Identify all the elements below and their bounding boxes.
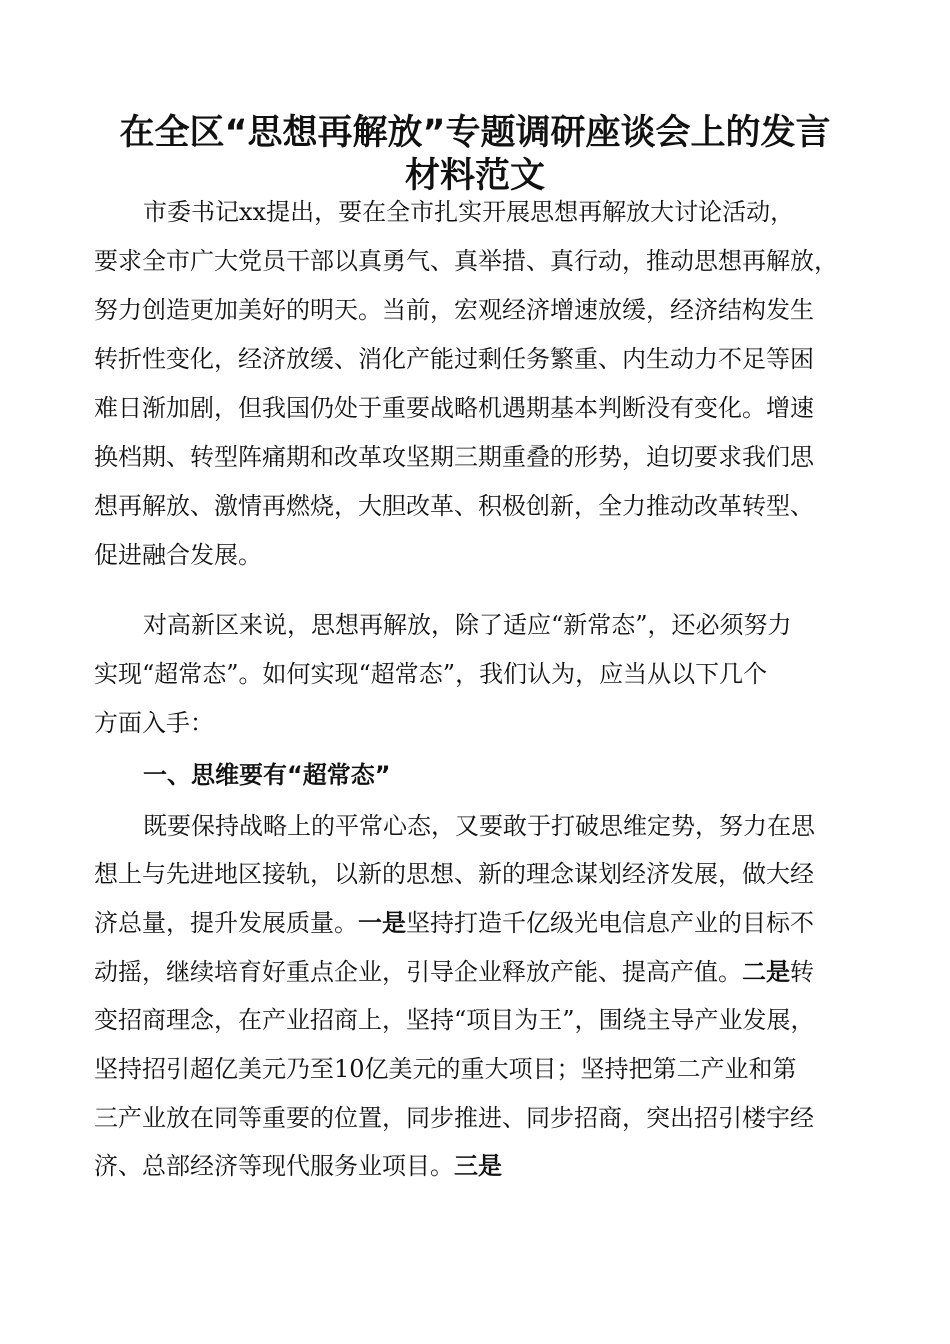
text-run: 动摇，继续培育好重点企业，引导企业释放产能、提高产值。 [94,958,742,986]
paragraph-line [94,901,814,945]
paragraph-line: 市委书记xx提出，要在全市扎实开展思想再解放大讨论活动， [143,198,795,226]
paragraph-line: 转折性变化，经济放缓、消化产能过剩任务繁重、内生动力不足等困 [94,345,814,373]
bold-marker: 一是 [358,908,406,937]
document-title-line-1: 在全区“思想再解放”专题调研座谈会上的发言 [119,113,831,153]
paragraph-line [94,1144,502,1188]
paragraph-line: 既要保持战略上的平常心态，又要敢于打破思维定势，努力在思 [143,812,815,840]
paragraph-line: 三产业放在同等重要的位置，同步推进、同步招商，突出招引楼宇经 [94,1104,814,1132]
bold-marker: 二是 [742,957,790,986]
text-run: 济、总部经济等现代服务业项目。 [94,1152,454,1180]
paragraph-line: 要求全市广大党员干部以真勇气、真举措、真行动，推动思想再解放， [94,247,838,275]
paragraph-line: 变招商理念，在产业招商上，坚持“项目为王”，围绕主导产业发展， [94,1006,815,1034]
paragraph-line: 方面入手： [94,709,214,737]
paragraph-line [94,950,814,994]
text-run: 转 [790,958,814,986]
paragraph-line: 坚持招引超亿美元乃至10亿美元的重大项目；坚持把第二产业和第 [94,1055,797,1083]
paragraph-line: 想上与先进地区接轨，以新的思想、新的理念谋划经济发展，做大经 [94,860,814,888]
document-title-line-2: 材料范文 [404,156,545,196]
section-heading: 一、思维要有“超常态” [143,761,391,789]
paragraph-line: 换档期、转型阵痛期和改革攻坚期三期重叠的形势，迫切要求我们思 [94,443,814,471]
paragraph-line: 努力创造更加美好的明天。当前，宏观经济增速放缓，经济结构发生 [94,296,814,324]
paragraph-line: 对高新区来说，思想再解放，除了适应“新常态”，还必须努力 [143,611,792,639]
paragraph-line: 实现“超常态”。如何实现“超常态”，我们认为，应当从以下几个 [94,660,768,688]
paragraph-line: 促进融合发展。 [94,541,262,569]
text-run: 济总量，提升发展质量。 [94,909,358,937]
paragraph-line: 难日渐加剧，但我国仍处于重要战略机遇期基本判断没有变化。增速 [94,394,814,422]
bold-marker: 三是 [454,1151,502,1180]
paragraph-line: 想再解放、激情再燃烧，大胆改革、积极创新，全力推动改革转型、 [94,492,814,520]
text-run: 坚持打造千亿级光电信息产业的目标不 [406,909,814,937]
